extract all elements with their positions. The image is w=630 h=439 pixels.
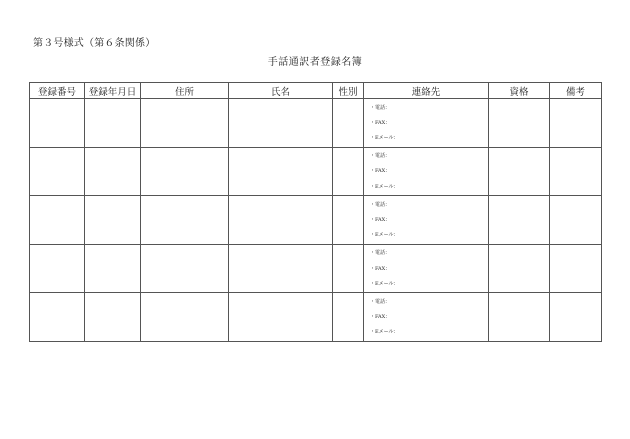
email-label: ・Eメール： bbox=[370, 329, 399, 336]
header-remarks: 備考 bbox=[550, 83, 602, 99]
document-title: 手話通訳者登録名簿 bbox=[267, 57, 363, 68]
table-row bbox=[30, 196, 602, 245]
name-cell[interactable] bbox=[229, 147, 333, 196]
fax-label: ・FAX： bbox=[370, 216, 391, 223]
address-cell[interactable] bbox=[141, 147, 229, 196]
table-row bbox=[30, 244, 602, 293]
name-cell[interactable] bbox=[229, 293, 333, 342]
address-cell[interactable] bbox=[141, 293, 229, 342]
name-cell[interactable] bbox=[229, 244, 333, 293]
gender-cell[interactable] bbox=[333, 293, 364, 342]
qualification-cell[interactable] bbox=[489, 196, 550, 245]
address-cell[interactable] bbox=[141, 244, 229, 293]
registration-number-cell[interactable] bbox=[30, 147, 85, 196]
table-row bbox=[30, 99, 602, 148]
header-address: 住所 bbox=[141, 83, 229, 99]
remarks-cell[interactable] bbox=[550, 196, 602, 245]
email-label: ・Eメール： bbox=[370, 232, 399, 239]
interpreter-register-table bbox=[29, 82, 602, 342]
registration-number-cell[interactable] bbox=[30, 99, 85, 148]
registration-date-cell[interactable] bbox=[85, 196, 141, 245]
gender-cell[interactable] bbox=[333, 244, 364, 293]
contact-cell[interactable] bbox=[364, 196, 489, 245]
qualification-cell[interactable] bbox=[489, 147, 550, 196]
registration-number-cell[interactable] bbox=[30, 196, 85, 245]
header-gender: 性別 bbox=[333, 83, 364, 99]
contact-cell[interactable] bbox=[364, 99, 489, 148]
registration-number-cell[interactable] bbox=[30, 244, 85, 293]
phone-label: ・電話： bbox=[370, 298, 391, 305]
remarks-cell[interactable] bbox=[550, 244, 602, 293]
gender-cell[interactable] bbox=[333, 147, 364, 196]
email-label: ・Eメール： bbox=[370, 183, 399, 190]
table-row bbox=[30, 147, 602, 196]
phone-label: ・電話： bbox=[370, 250, 391, 257]
qualification-cell[interactable] bbox=[489, 293, 550, 342]
name-cell[interactable] bbox=[229, 196, 333, 245]
fax-label: ・FAX： bbox=[370, 265, 391, 272]
header-name: 氏名 bbox=[229, 83, 333, 99]
email-label: ・Eメール： bbox=[370, 134, 399, 141]
header-qualification: 資格 bbox=[489, 83, 550, 99]
registration-date-cell[interactable] bbox=[85, 99, 141, 148]
address-cell[interactable] bbox=[141, 196, 229, 245]
registration-date-cell[interactable] bbox=[85, 147, 141, 196]
phone-label: ・電話： bbox=[370, 201, 391, 208]
header-registration-number: 登録番号 bbox=[30, 83, 85, 99]
contact-cell[interactable] bbox=[364, 293, 489, 342]
form-number-label: 第３号様式（第６条関係） bbox=[33, 38, 156, 49]
header-contact: 連絡先 bbox=[364, 83, 489, 99]
registration-date-cell[interactable] bbox=[85, 244, 141, 293]
name-cell[interactable] bbox=[229, 99, 333, 148]
gender-cell[interactable] bbox=[333, 99, 364, 148]
header-row bbox=[30, 83, 602, 99]
registration-date-cell[interactable] bbox=[85, 293, 141, 342]
qualification-cell[interactable] bbox=[489, 244, 550, 293]
contact-cell[interactable] bbox=[364, 147, 489, 196]
contact-cell[interactable] bbox=[364, 244, 489, 293]
phone-label: ・電話： bbox=[370, 153, 391, 160]
table-row bbox=[30, 293, 602, 342]
header-registration-date: 登録年月日 bbox=[85, 83, 141, 99]
registration-number-cell[interactable] bbox=[30, 293, 85, 342]
fax-label: ・FAX： bbox=[370, 314, 391, 321]
address-cell[interactable] bbox=[141, 99, 229, 148]
qualification-cell[interactable] bbox=[489, 99, 550, 148]
fax-label: ・FAX： bbox=[370, 119, 391, 126]
email-label: ・Eメール： bbox=[370, 280, 399, 287]
fax-label: ・FAX： bbox=[370, 168, 391, 175]
phone-label: ・電話： bbox=[370, 104, 391, 111]
remarks-cell[interactable] bbox=[550, 147, 602, 196]
gender-cell[interactable] bbox=[333, 196, 364, 245]
remarks-cell[interactable] bbox=[550, 99, 602, 148]
remarks-cell[interactable] bbox=[550, 293, 602, 342]
